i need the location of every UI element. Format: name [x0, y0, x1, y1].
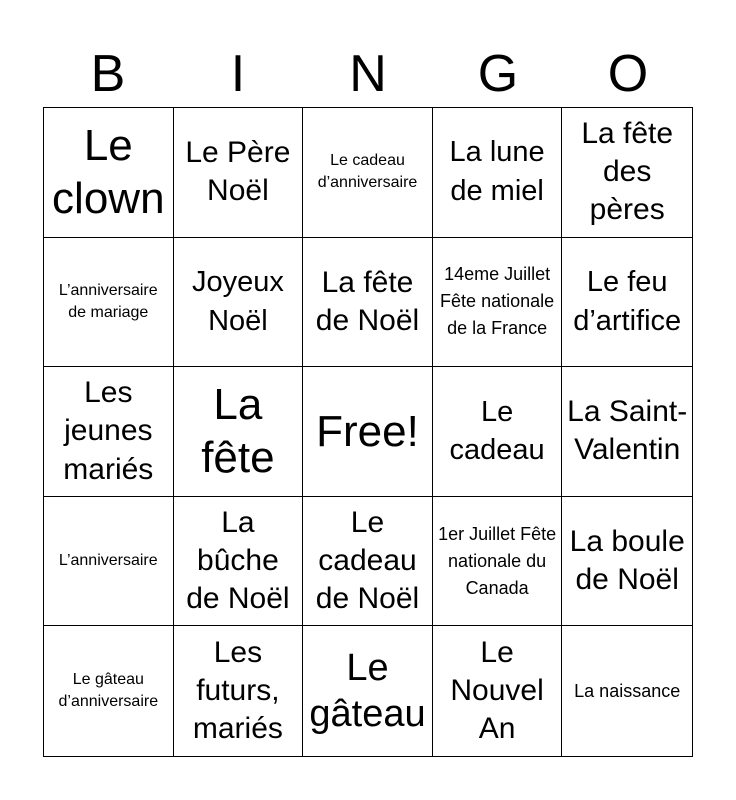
bingo-cell[interactable]	[174, 367, 304, 497]
cell-text: Le feu d’artifice	[573, 266, 682, 337]
cell-text: Le cadeau d’anniversaire	[317, 151, 418, 192]
cell-text: 1er Juillet Fête nationale du Canada	[438, 523, 557, 598]
cell-text: Le cadeau de Noël	[315, 505, 420, 616]
cell-text: L’anniversaire	[58, 551, 158, 569]
cell-text: Le cadeau	[449, 395, 545, 467]
bingo-cell[interactable]	[433, 367, 563, 497]
cell-text: Les jeunes mariés	[63, 375, 154, 486]
cell-text: La fête	[201, 379, 275, 483]
cell-text: La boule de Noël	[569, 524, 685, 597]
bingo-board	[43, 107, 693, 757]
bingo-cell[interactable]	[174, 108, 304, 238]
free-space-text: Free!	[316, 406, 419, 456]
cell-text: Le gâteau	[309, 646, 426, 736]
bingo-cell[interactable]	[562, 367, 692, 497]
bingo-cell[interactable]	[562, 626, 692, 756]
bingo-cell[interactable]	[433, 626, 563, 756]
bingo-cell[interactable]	[303, 108, 433, 238]
bingo-cell[interactable]	[433, 497, 563, 627]
bingo-cell[interactable]	[44, 238, 174, 368]
cell-text: 14eme Juillet Fête nationale de la France	[440, 264, 555, 339]
bingo-cell[interactable]	[303, 238, 433, 368]
header-letter-g: G	[477, 45, 519, 103]
bingo-cell[interactable]	[44, 626, 174, 756]
cell-text: La fête des pères	[581, 116, 674, 227]
bingo-cell[interactable]	[433, 238, 563, 368]
bingo-cell[interactable]	[44, 367, 174, 497]
bingo-cell[interactable]	[174, 626, 304, 756]
header-letter-n: N	[349, 45, 387, 103]
header-letter-o: O	[607, 45, 649, 103]
bingo-cell[interactable]	[433, 108, 563, 238]
bingo-cell[interactable]	[303, 626, 433, 756]
cell-text: La bûche de Noël	[186, 505, 290, 616]
cell-text: Le Père Noël	[185, 135, 291, 208]
cell-text: Les futurs, mariés	[192, 635, 283, 746]
cell-text: La lune de miel	[449, 136, 545, 208]
cell-text: Le clown	[52, 120, 165, 224]
cell-text: Joyeux Noël	[191, 266, 284, 337]
cell-text: La Saint-Valentin	[567, 395, 688, 467]
cell-text: La fête de Noël	[315, 265, 420, 337]
bingo-cell[interactable]	[174, 238, 304, 368]
free-space-cell[interactable]	[303, 367, 433, 497]
cell-text: La naissance	[574, 680, 681, 701]
header-letter-i: I	[230, 45, 246, 103]
cell-text: Le Nouvel An	[450, 635, 544, 746]
bingo-cell[interactable]	[562, 497, 692, 627]
bingo-cell[interactable]	[44, 497, 174, 627]
bingo-cell[interactable]	[303, 497, 433, 627]
bingo-cell[interactable]	[44, 108, 174, 238]
cell-text: L’anniversaire de mariage	[58, 281, 158, 321]
cell-text: Le gâteau d’anniversaire	[58, 670, 159, 711]
bingo-cell[interactable]	[562, 238, 692, 368]
bingo-header	[43, 40, 693, 108]
bingo-cell[interactable]	[562, 108, 692, 238]
bingo-cell[interactable]	[174, 497, 304, 627]
header-letter-b: B	[90, 45, 126, 103]
